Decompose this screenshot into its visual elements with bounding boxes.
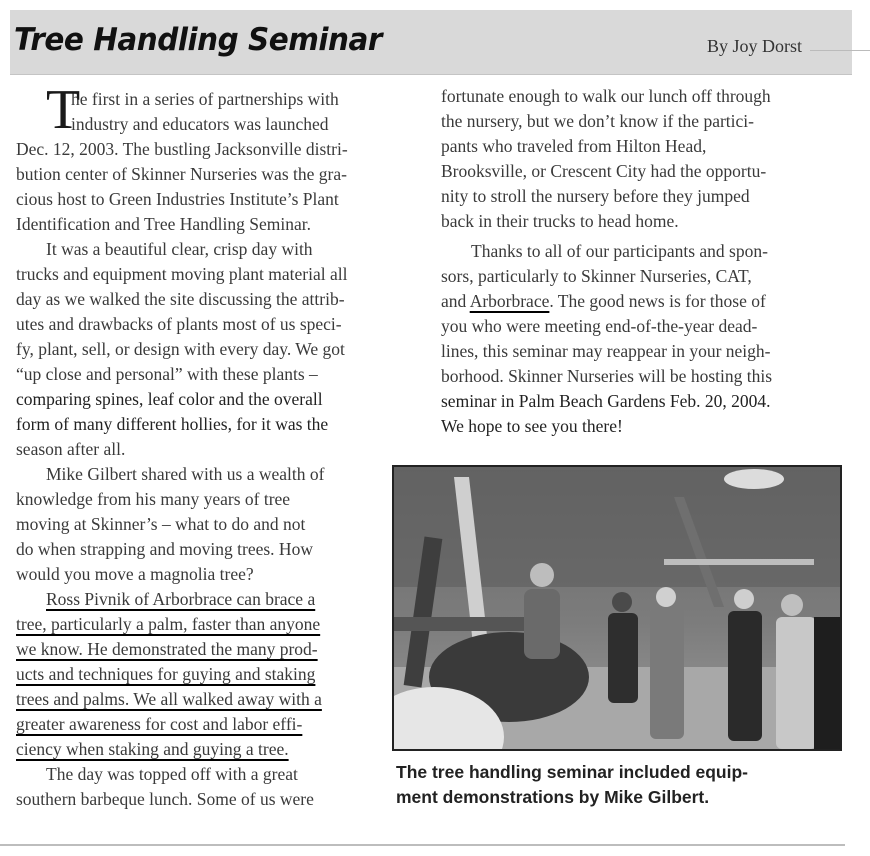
text-line: It was a beautiful clear, crisp day with bbox=[46, 239, 313, 259]
text-line: borhood. Skinner Nurseries will be hosting this bbox=[441, 366, 773, 386]
text-line: nity to stroll the nursery before they jumped bbox=[441, 186, 750, 206]
seminar-photo bbox=[392, 465, 842, 751]
text-line: fortunate enough to walk our lunch off through bbox=[441, 86, 771, 106]
person-body bbox=[728, 611, 762, 741]
text-line: pants who traveled from Hilton Head, bbox=[441, 136, 707, 156]
text-line: do when strapping and moving trees. How bbox=[16, 539, 313, 559]
photo-caption bbox=[396, 760, 856, 810]
text-line: fy, plant, sell, or design with every day. We got bbox=[16, 339, 345, 359]
text-line: Brooksville, or Crescent City had the opportu- bbox=[441, 161, 767, 181]
underlined-line: Ross Pivnik of Arborbrace can brace a bbox=[46, 589, 316, 609]
person-body bbox=[524, 589, 560, 659]
text-line: you who were meeting end-of-the-year dead- bbox=[441, 316, 758, 336]
photo-illustration bbox=[394, 467, 840, 749]
text-line: We hope to see you there! bbox=[441, 416, 623, 436]
text-line: “up close and personal” with these plants – bbox=[16, 364, 318, 384]
text-fragment: . The good news is for those of bbox=[549, 291, 766, 311]
person-head bbox=[656, 587, 676, 607]
text-fragment: and bbox=[441, 291, 470, 311]
text-line: cious host to Green Industries Institute’s Plant bbox=[16, 189, 339, 209]
text-line: industry and educators was launched bbox=[71, 114, 329, 134]
text-line-with-link bbox=[441, 289, 861, 314]
text-line: Thanks to all of our participants and spon- bbox=[471, 241, 768, 261]
text-line: Identification and Tree Handling Seminar. bbox=[16, 214, 312, 234]
text-line: utes and drawbacks of plants most of us speci- bbox=[16, 314, 342, 334]
person-head bbox=[781, 594, 803, 616]
paragraph-thanks bbox=[441, 239, 861, 439]
fence-rail bbox=[664, 559, 814, 565]
text-line: comparing spines, leaf color and the overall bbox=[16, 389, 323, 409]
article-header bbox=[10, 10, 852, 75]
byline: By Joy Dorst bbox=[706, 36, 802, 56]
text-line: he first in a series of partnerships with bbox=[71, 89, 339, 109]
paragraph-barbeque bbox=[16, 762, 396, 812]
person-head bbox=[612, 592, 632, 612]
drop-cap: T bbox=[46, 79, 81, 141]
underlined-line: we know. He demonstrated the many prod- bbox=[16, 639, 318, 659]
person-body bbox=[608, 613, 638, 703]
platform bbox=[394, 617, 524, 631]
text-line: the nursery, but we don’t know if the partici- bbox=[441, 111, 754, 131]
caption-line: ment demonstrations by Mike Gilbert. bbox=[396, 787, 710, 807]
paragraph-intro bbox=[16, 79, 396, 237]
text-line: season after all. bbox=[16, 439, 126, 459]
byline-rule bbox=[810, 50, 870, 51]
underlined-line: tree, particularly a palm, faster than anyone bbox=[16, 614, 321, 634]
text-line: back in their trucks to head home. bbox=[441, 211, 679, 231]
text-line: sors, particularly to Skinner Nurseries, CAT, bbox=[441, 266, 752, 286]
text-line: Dec. 12, 2003. The bustling Jacksonville distri- bbox=[16, 139, 348, 159]
underlined-line: trees and palms. We all walked away with a bbox=[16, 689, 322, 709]
arborbrace-underlined: Arborbrace bbox=[469, 291, 550, 311]
underlined-line: ciency when staking and guying a tree. bbox=[16, 739, 289, 759]
person-head bbox=[734, 589, 754, 609]
article-title: Tree Handling Seminar bbox=[14, 22, 382, 58]
caption-line: The tree handling seminar included equip- bbox=[396, 762, 748, 782]
text-line: knowledge from his many years of tree bbox=[16, 489, 291, 509]
text-line: trucks and equipment moving plant material all bbox=[16, 264, 348, 284]
text-line: form of many different hollies, for it was the bbox=[16, 414, 329, 434]
sky-patch bbox=[724, 469, 784, 489]
text-line: The day was topped off with a great bbox=[46, 764, 298, 784]
text-line: seminar in Palm Beach Gardens Feb. 20, 2004. bbox=[441, 391, 771, 411]
person-body bbox=[776, 617, 816, 749]
right-column bbox=[441, 84, 861, 439]
text-line: southern barbeque lunch. Some of us were bbox=[16, 789, 314, 809]
bottom-divider bbox=[0, 844, 845, 846]
text-line: bution center of Skinner Nurseries was the gra- bbox=[16, 164, 347, 184]
paragraph-continued bbox=[441, 84, 861, 234]
paragraph-ross-pivnik-underlined bbox=[16, 587, 396, 762]
person-body bbox=[650, 609, 684, 739]
paragraph-mike-gilbert bbox=[16, 462, 396, 587]
left-column bbox=[16, 79, 396, 812]
text-line: would you move a magnolia tree? bbox=[16, 564, 254, 584]
text-line: moving at Skinner’s – what to do and not bbox=[16, 514, 306, 534]
text-line: Mike Gilbert shared with us a wealth of bbox=[46, 464, 325, 484]
underlined-line: ucts and techniques for guying and staking bbox=[16, 664, 316, 684]
underlined-line: greater awareness for cost and labor effi- bbox=[16, 714, 303, 734]
paragraph-beautiful-day bbox=[16, 237, 396, 462]
person-head bbox=[530, 563, 554, 587]
text-line: lines, this seminar may reappear in your neigh- bbox=[441, 341, 771, 361]
text-line: day as we walked the site discussing the attrib- bbox=[16, 289, 345, 309]
person-body bbox=[814, 617, 840, 749]
